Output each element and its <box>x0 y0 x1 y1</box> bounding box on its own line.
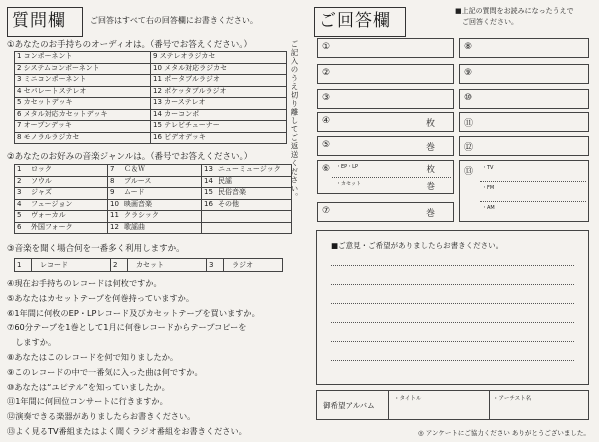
genre-label: 外国フォーク <box>31 222 73 231</box>
answer-box-3[interactable] <box>317 89 454 109</box>
opinion-line[interactable] <box>331 284 574 285</box>
answer-unit[interactable]: 巻 <box>425 209 435 219</box>
media-number: 2 <box>113 259 128 271</box>
audio-option[interactable]: 8 モノラルラジカセ <box>14 132 151 145</box>
answer-box-4[interactable] <box>317 112 454 132</box>
broadcast-divider[interactable] <box>480 201 586 202</box>
opinion-label: ■ご意見・ご希望がありましたらお書きください。 <box>331 241 504 250</box>
genre-label: ヴォーカル <box>31 211 66 219</box>
genre-label: ブルース <box>124 176 152 185</box>
audio-option[interactable]: 6 メタル対応カセットデッキ <box>14 109 151 122</box>
answer-box-9[interactable] <box>459 64 589 84</box>
audio-option[interactable]: 11 ポータブルラジオ <box>150 74 287 87</box>
audio-option[interactable]: 16 ビデオデッキ <box>150 132 287 145</box>
genre-number: 15 <box>204 188 213 196</box>
question-item[interactable]: ⑫演奏できる楽器がありましたらお書きください。 <box>7 411 196 422</box>
question-item[interactable]: しますか。 <box>7 337 57 348</box>
ep-lp-label[interactable]: ・EP・LP <box>336 164 358 170</box>
genre-number: 4 <box>17 199 22 208</box>
answer-number[interactable]: ④ <box>322 116 331 126</box>
answer-box-1[interactable] <box>317 38 454 58</box>
cassette-label[interactable]: ・カセット <box>336 181 362 187</box>
audio-option[interactable]: 13 カーステレオ <box>150 97 287 110</box>
answers-heading: ご回答欄 <box>314 7 406 37</box>
answer-box-12[interactable] <box>459 136 589 156</box>
opinion-line[interactable] <box>331 341 574 342</box>
answer-box-6[interactable] <box>317 160 454 194</box>
genre-label: ムード <box>124 188 145 196</box>
question-item[interactable]: ⑤あなたはカセットテープを何巻持っていますか。 <box>7 292 195 303</box>
audio-option[interactable]: 1 コンポーネント <box>14 51 151 64</box>
answer-number[interactable]: ⑨ <box>464 68 473 78</box>
genre-number: 14 <box>204 176 213 185</box>
album-row[interactable] <box>316 390 589 420</box>
question-item[interactable]: ⑦60分テープを1巻として1月に何巻レコードからテープコピーを <box>7 322 247 333</box>
genre-label: 歌謡曲 <box>124 222 145 231</box>
genre-number: 2 <box>17 176 22 185</box>
audio-option[interactable]: 2 システムコンポーネント <box>14 63 151 76</box>
question-item[interactable]: ⑥1年間に何枚のEP・LPレコード及びカセットテープを買いますか。 <box>7 307 260 318</box>
answer-number[interactable]: ① <box>322 42 331 52</box>
genre-label: Ｃ＆Ｗ <box>124 165 145 173</box>
genre-label: 映画音楽 <box>124 199 152 208</box>
questions-heading: 質問欄 <box>7 7 83 37</box>
audio-option[interactable]: 3 ミニコンポーネント <box>14 74 151 87</box>
question-item[interactable]: ⑩あなたは“ユピテル”を知っていましたか。 <box>7 381 170 392</box>
album-divider-2 <box>489 391 490 419</box>
opinion-line[interactable] <box>331 322 574 323</box>
media-option[interactable] <box>14 258 111 272</box>
media-label: カセット <box>136 261 164 269</box>
answer-number[interactable]: ⑫ <box>464 143 474 153</box>
album-title-label: ・タイトル <box>394 396 422 402</box>
genre-number: 9 <box>110 188 115 196</box>
answer-box-2[interactable] <box>317 64 454 84</box>
genre-number: 11 <box>110 211 119 219</box>
audio-option[interactable]: 10 メタル対応ラジカセ <box>150 63 287 76</box>
genre-number: 6 <box>17 222 22 231</box>
genre-label: ソウル <box>31 176 52 185</box>
footer-thanks: ◎ アンケートにご協力ください ありがとうございました。 <box>418 429 590 437</box>
audio-option[interactable]: 5 カセットデッキ <box>14 97 151 110</box>
media-number: 3 <box>209 259 224 271</box>
answer-number[interactable]: ⑥ <box>322 164 331 174</box>
heading-note: ご回答はすべて右の回答欄にお書きください。 <box>90 16 258 25</box>
broadcast-label[interactable]: ・TV <box>482 165 494 171</box>
genre-label: その他 <box>218 199 239 208</box>
audio-option[interactable]: 9 ステレオラジカセ <box>150 51 287 64</box>
genre-number: 8 <box>110 176 115 185</box>
genre-option[interactable] <box>107 222 202 235</box>
question-2: ②あなたのお好みの音楽ジャンルは。（番号でお答えください。） <box>7 152 253 162</box>
album-label: 御希望アルバム <box>323 401 375 410</box>
media-option[interactable] <box>110 258 207 272</box>
answer-box-8[interactable] <box>459 38 589 58</box>
question-item[interactable]: ⑧あなたはこのレコードを何で知りましたか。 <box>7 352 179 362</box>
opinion-line[interactable] <box>331 265 574 266</box>
genre-number: 1 <box>17 165 22 173</box>
answer-number[interactable]: ⑧ <box>464 42 473 52</box>
genre-label: ロック <box>31 165 52 173</box>
answer-box-13[interactable] <box>459 160 589 222</box>
answer-number[interactable]: ③ <box>322 93 331 103</box>
genre-number: 16 <box>204 199 213 208</box>
opinion-line[interactable] <box>331 303 574 304</box>
answer-number[interactable]: ⑦ <box>322 206 331 216</box>
question-3: ③音楽を聞く場合何を一番多く利用しますか。 <box>7 244 185 254</box>
genre-number: 5 <box>17 211 22 219</box>
question-item[interactable]: ⑨このレコードの中で一番気に入った曲は何ですか。 <box>7 366 203 377</box>
media-option[interactable] <box>206 258 283 272</box>
audio-option[interactable]: 7 オープンデッキ <box>14 120 151 133</box>
genre-label: フュージョン <box>31 199 73 208</box>
answer-number[interactable]: ② <box>322 68 331 78</box>
question-item[interactable]: ④現在お手持ちのレコードは何枚ですか。 <box>7 278 162 288</box>
broadcast-label[interactable]: ・AM <box>482 205 495 211</box>
genre-label: 民俗音楽 <box>218 188 246 196</box>
answer-box-11[interactable] <box>459 112 589 132</box>
media-label: ラジオ <box>232 261 253 269</box>
genre-option[interactable] <box>14 222 108 235</box>
answer-box-5[interactable] <box>317 136 454 156</box>
broadcast-divider[interactable] <box>480 181 586 182</box>
genre-label: ジャズ <box>31 188 52 196</box>
answer-box-7[interactable] <box>317 202 454 222</box>
genre-number: 3 <box>17 188 22 196</box>
ep-lp-unit[interactable]: 枚 <box>426 165 435 175</box>
genre-label: 民謡 <box>218 176 232 185</box>
audio-option[interactable]: 4 セパレートステレオ <box>14 86 151 99</box>
fold-instruction: ご記入のうえ切り離してご返送ください。 <box>290 40 299 202</box>
question-item[interactable]: ⑪1年間に何回位コンサートに行きますか。 <box>7 396 168 407</box>
cassette-unit[interactable]: 巻 <box>426 182 435 192</box>
answer-unit[interactable]: 巻 <box>425 143 435 153</box>
genre-number: 12 <box>110 222 119 231</box>
genre-option[interactable] <box>201 222 292 235</box>
answer-number[interactable]: ⑬ <box>464 167 474 177</box>
top-note-1: ■上記の質問をお読みになったうえで <box>455 7 574 15</box>
opinion-box[interactable] <box>316 230 589 385</box>
album-artist-label: ・アーチスト名 <box>493 396 532 402</box>
audio-option[interactable]: 15 テレビチューナー <box>150 120 287 133</box>
media-number: 1 <box>17 259 32 271</box>
question-1: ①あなたのお手持ちのオーディオは。（番号でお答えください。） <box>7 40 252 50</box>
opinion-line[interactable] <box>331 360 574 361</box>
genre-number: 7 <box>110 165 115 173</box>
answer-number[interactable]: ⑪ <box>464 119 474 129</box>
media-label: レコード <box>40 261 68 269</box>
audio-option[interactable]: 12 ポケッタブルラジオ <box>150 86 287 99</box>
ep-cassette-divider[interactable] <box>332 177 451 178</box>
genre-number: 10 <box>110 199 119 208</box>
genre-label: クラシック <box>124 211 159 219</box>
answer-box-10[interactable] <box>459 89 589 109</box>
genre-number: 13 <box>204 165 213 173</box>
answer-unit[interactable]: 枚 <box>425 119 435 129</box>
question-item[interactable]: ⑬よく見るTV番組またはよく聞くラジオ番組をお書きください。 <box>7 426 247 436</box>
broadcast-label[interactable]: ・FM <box>482 185 495 191</box>
top-note-2: ご回答ください。 <box>455 18 518 26</box>
answer-number[interactable]: ⑤ <box>322 140 331 150</box>
answer-number[interactable]: ⑩ <box>464 93 473 103</box>
genre-label: ニューミュージック <box>218 165 281 173</box>
audio-option[interactable]: 14 カーコンポ <box>150 109 287 122</box>
album-divider-1 <box>388 391 389 419</box>
